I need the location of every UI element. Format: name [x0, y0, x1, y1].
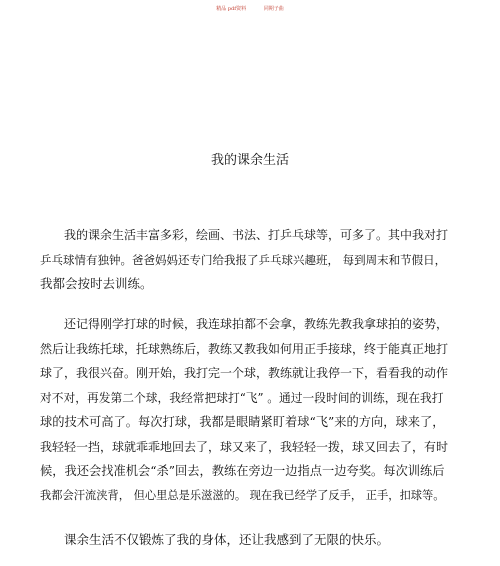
paragraph-line: 乒乓球情有独钟。爸爸妈妈还专门给我报了乒乓球兴趣班， 每到周末和节假日， — [40, 252, 447, 267]
page-header — [0, 6, 500, 13]
paragraph-line: 然后让我练托球，托球熟练后，教练又教我如何用正手接球，终于能真正地打 — [40, 341, 449, 356]
paragraph-line: 我都会汗流浃背， 但心里总是乐滋滋的。 现在我已经学了反手， 正手，扣球等。 — [40, 488, 445, 502]
paragraph-line: 候，我还会找准机会“杀”回去，教练在旁边一边指点一边夸奖。每次训练后 — [40, 464, 445, 478]
paragraph-line: 还记得刚学打球的时候，我连球拍都不会拿，教练先教我拿球拍的姿势， — [64, 317, 449, 331]
page-title: 我的课余生活 — [210, 153, 289, 168]
paragraph-3 — [40, 528, 450, 553]
header-left-text: 精品 pdf资料 — [216, 6, 247, 12]
paragraph-line: 球的技术可高了。每次打球，我都是眼睛紧盯着球“飞”来的方向，球来了， — [40, 415, 445, 429]
paragraph-line: 对不对，再发第二个球，我经常把球打“飞” 。通过一段时间的训练，现在我打 — [40, 390, 444, 405]
paragraph-line: 我轻轻一挡，球就乖乖地回去了，球又来了，我轻轻一拨，球又回去了，有时 — [40, 439, 449, 454]
header-right-text: 同期子曲 — [263, 6, 284, 12]
paragraph-line: 课余生活不仅锻炼了我的身体，还让我感到了无限的快乐。 — [64, 532, 390, 547]
paragraph-line: 球了，我很兴奋。刚开始，我打完一个球，教练就让我停一下，看看我的动作 — [40, 366, 449, 380]
paragraph-line: 我都会按时去训练。 — [40, 276, 153, 291]
paragraph-2 — [40, 312, 450, 508]
paragraph-1 — [40, 223, 450, 297]
paragraph-line: 我的课余生活丰富多彩，绘画、书法、打乒乓球等，可多了。其中我对打 — [64, 228, 449, 242]
